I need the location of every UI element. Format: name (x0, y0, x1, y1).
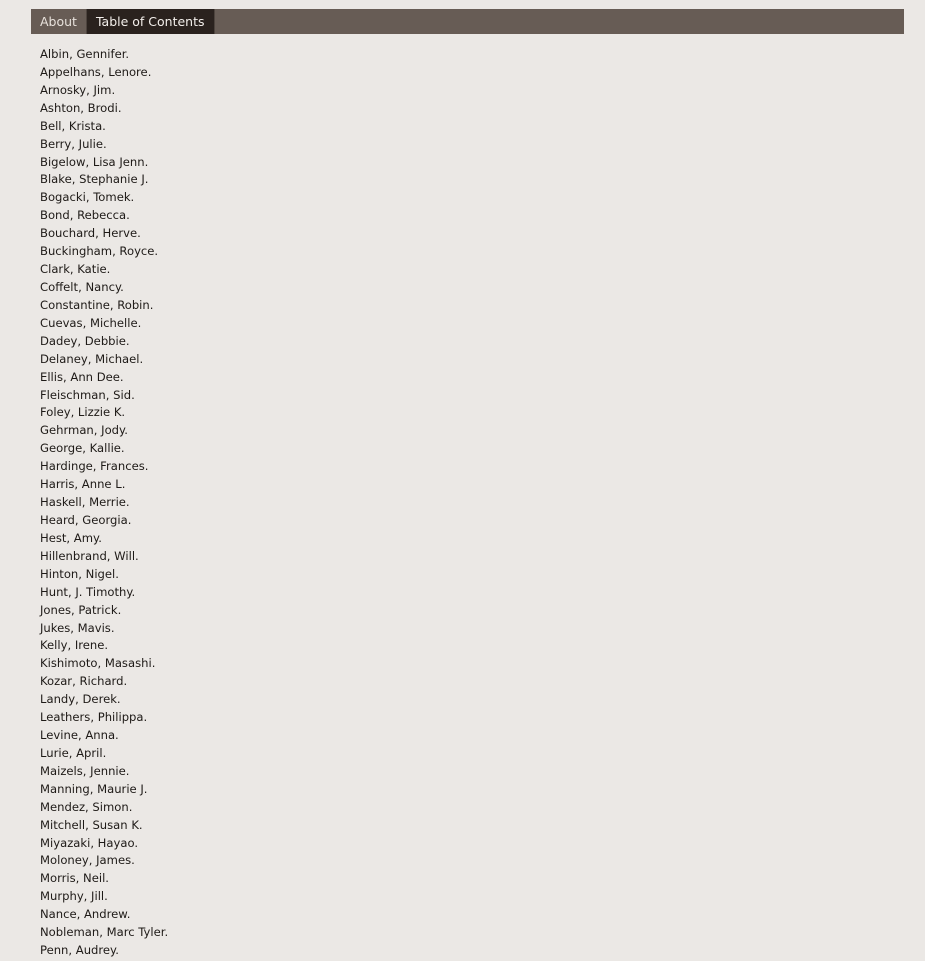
toc-entry: Leathers, Philippa. (40, 710, 148, 725)
toc-entry: Albin, Gennifer. (40, 47, 130, 61)
toc-entry: Hunt, J. Timothy. (40, 584, 136, 599)
top-nav-bar (31, 9, 904, 34)
toc-entry: Manning, Maurie J. (40, 781, 148, 796)
toc-entry: Heard, Georgia. (40, 512, 132, 527)
toc-entry: George, Kallie. (40, 441, 125, 456)
toc-entry: Delaney, Michael. (40, 351, 144, 366)
toc-entry: Foley, Lizzie K. (40, 405, 126, 420)
toc-entry: Gehrman, Jody. (40, 423, 128, 438)
toc-entry: Ellis, Ann Dee. (40, 369, 124, 384)
toc-entry: Jukes, Mavis. (40, 620, 115, 635)
toc-entry: Clark, Katie. (40, 262, 111, 277)
toc-entry: Nobleman, Marc Tyler. (40, 925, 169, 940)
toc-entry: Harris, Anne L. (40, 477, 126, 492)
toc-entry: Bond, Rebecca. (40, 208, 130, 223)
toc-entry: Maizels, Jennie. (40, 763, 130, 778)
toc-entry: Jones, Patrick. (40, 602, 122, 617)
toc-entry: Kozar, Richard. (40, 674, 128, 689)
toc-entry: Hinton, Nigel. (40, 566, 119, 581)
toc-entry: Kelly, Irene. (40, 638, 109, 653)
toc-entry: Levine, Anna. (40, 728, 119, 743)
toc-entry: Mitchell, Susan K. (40, 817, 143, 832)
toc-entry: Landy, Derek. (40, 692, 121, 707)
toc-entry: Arnosky, Jim. (40, 82, 116, 97)
toc-entry: Dadey, Debbie. (40, 333, 130, 348)
tab-table-of-contents[interactable]: Table of Contents (87, 9, 215, 34)
toc-entry: Kishimoto, Masashi. (40, 656, 156, 671)
toc-author-list (40, 46, 168, 960)
toc-entry: Mendez, Simon. (40, 799, 133, 814)
toc-entry: Bouchard, Herve. (40, 226, 141, 241)
toc-entry: Bogacki, Tomek. (40, 190, 135, 205)
toc-entry: Hest, Amy. (40, 530, 102, 545)
toc-entry: Berry, Julie. (40, 136, 107, 151)
toc-entry: Fleischman, Sid. (40, 387, 135, 402)
toc-entry: Morris, Neil. (40, 871, 109, 886)
toc-entry: Haskell, Merrie. (40, 495, 130, 510)
toc-entry: Constantine, Robin. (40, 297, 154, 312)
toc-entry: Murphy, Jill. (40, 889, 108, 904)
toc-entry: Buckingham, Royce. (40, 244, 159, 259)
toc-entry: Appelhans, Lenore. (40, 64, 152, 79)
toc-entry: Miyazaki, Hayao. (40, 835, 139, 850)
toc-entry: Bigelow, Lisa Jenn. (40, 154, 149, 169)
toc-entry: Hardinge, Frances. (40, 459, 149, 474)
toc-entry: Ashton, Brodi. (40, 100, 122, 115)
toc-entry: Coffelt, Nancy. (40, 279, 124, 294)
toc-entry: Moloney, James. (40, 853, 135, 868)
toc-entry: Blake, Stephanie J. (40, 172, 149, 187)
toc-entry: Cuevas, Michelle. (40, 315, 142, 330)
tab-about[interactable]: About (31, 9, 87, 34)
toc-entry: Hillenbrand, Will. (40, 548, 139, 563)
toc-entry: Bell, Krista. (40, 118, 106, 133)
toc-entry: Nance, Andrew. (40, 907, 131, 922)
toc-entry: Lurie, April. (40, 745, 107, 760)
toc-entry: Penn, Audrey. (40, 943, 119, 958)
